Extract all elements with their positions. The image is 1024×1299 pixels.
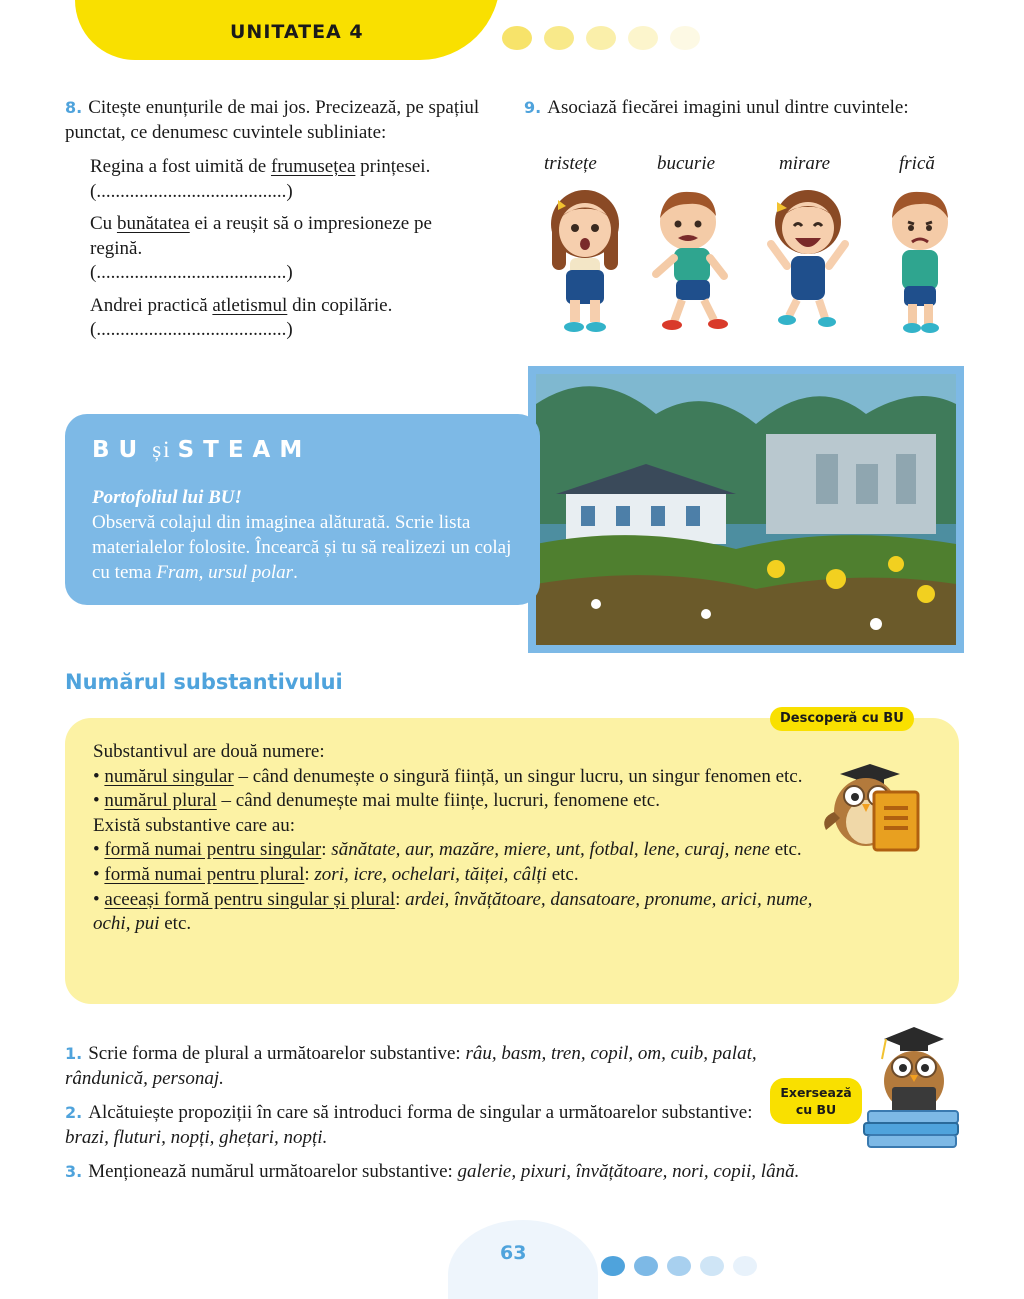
sad-boy-illustration bbox=[880, 182, 960, 337]
ex8-instruction bbox=[65, 96, 485, 145]
header-dot bbox=[586, 26, 616, 50]
ex8-instruction-text: Citește enunțurile de mai jos. Precizează, pe spațiul punctat, ce denumesc cuvintele subliniate: bbox=[65, 97, 480, 143]
underlined-word: bunătatea bbox=[116, 213, 190, 234]
ex8-number: 8. bbox=[65, 98, 83, 117]
plural-term: numărul plural bbox=[104, 790, 217, 812]
page-number: 63 bbox=[500, 1242, 527, 1264]
collage-image bbox=[528, 366, 964, 653]
scared-boy-illustration bbox=[650, 182, 740, 337]
steam-title: BU și STEAM bbox=[92, 437, 312, 463]
header-dot bbox=[670, 26, 700, 50]
owl-book-icon bbox=[818, 762, 923, 857]
singular-term: numărul singular bbox=[104, 765, 234, 787]
same-form-term: aceeași formă pentru singular și plural bbox=[104, 888, 396, 910]
exercise-1: 1. Scrie forma de plural a următoarelor substantive: râu, basm, tren, copil, om, cuib, palat, rândunică, personaj. bbox=[65, 1043, 757, 1089]
ex8-blank-2[interactable]: (........................................) bbox=[90, 262, 293, 283]
ex8-sentence-3: Andrei practică atletismul din copilărie. bbox=[90, 294, 393, 316]
ex9-instruction: Asociază fiecărei imagini unul dintre cuvintele: bbox=[547, 97, 909, 118]
exercise-8 bbox=[65, 96, 485, 343]
singular-only-term: formă numai pentru singular bbox=[104, 839, 322, 861]
footer-dots bbox=[601, 1256, 757, 1276]
footer-dot bbox=[667, 1256, 691, 1276]
surprised-girl-illustration bbox=[540, 182, 630, 337]
unit-title: UNITATEA 4 bbox=[230, 21, 364, 43]
emotion-word: tristețe bbox=[544, 153, 597, 174]
emotion-word: bucurie bbox=[657, 153, 716, 174]
header-dot bbox=[502, 26, 532, 50]
footer-dot bbox=[700, 1256, 724, 1276]
steam-subtitle: Portofoliul lui BU! bbox=[92, 487, 242, 508]
ex8-sentence-1: Regina a fost uimită de frumusețea prințesei. bbox=[90, 156, 431, 177]
happy-girl-illustration bbox=[763, 182, 853, 337]
footer-dot bbox=[601, 1256, 625, 1276]
emotion-word: mirare bbox=[779, 153, 831, 174]
exercises bbox=[65, 1042, 800, 1195]
exercise-3: 3. Menționează numărul următoarelor substantive: galerie, pixuri, învățătoare, nori, copii, lână. bbox=[65, 1161, 800, 1182]
footer-dot bbox=[634, 1256, 658, 1276]
header-dot bbox=[628, 26, 658, 50]
owl-laptop-icon bbox=[862, 1025, 962, 1150]
steam-text: Portofoliul lui BU! Observă colajul din imaginea alăturată. Scrie lista materialelor folosite. Încearcă și tu să realizezi un colaj cu tema Fram, ursul polar. bbox=[92, 485, 522, 585]
ex8-blank-1[interactable]: (........................................) bbox=[90, 180, 293, 202]
section-title: Numărul substantivului bbox=[65, 670, 343, 694]
plural-only-term: formă numai pentru plural bbox=[104, 863, 305, 885]
exerseaza-badge: Exersează cu BU bbox=[770, 1078, 862, 1124]
underlined-word: atletismul bbox=[212, 294, 288, 316]
header-dot bbox=[544, 26, 574, 50]
exercise-9 bbox=[524, 96, 964, 121]
ex8-sentence-2: Cu bunătatea ei a reușit să o impresioneze pe regină. bbox=[90, 213, 432, 259]
header-dots bbox=[502, 26, 700, 50]
descopera-badge: Descoperă cu BU bbox=[770, 707, 914, 731]
ex9-number: 9. bbox=[524, 98, 542, 117]
exercise-2: 2. Alcătuiește propoziții în care să introduci forma de singular a următoarelor substantive: brazi, fluturi, nopți, ghețari, nopți. bbox=[65, 1102, 753, 1148]
ex8-blank-3[interactable]: (........................................) bbox=[90, 319, 293, 340]
emotion-word: frică bbox=[899, 153, 935, 174]
footer-dot bbox=[733, 1256, 757, 1276]
grammar-text: Substantivul are două numere: • numărul singular – când denumește o singură ființă, un singur lucru, un singur fenomen etc. • numărul plural – când denumește mai multe ființe, lucruri, fenomene etc. Există substantive care au: • formă numai pentru singular: sănătate, aur, mazăre, miere, unt, fotbal, lene, curaj, nene etc. • formă numai pentru plural: zori, icre, ochelari, tăiței, câlți etc. • aceeași formă pentru singular și plural: ardei, învățătoare, dansatoare, pronume, arici, nume, ochi, pui etc. bbox=[93, 741, 813, 935]
underlined-word: frumusețea bbox=[270, 156, 356, 177]
